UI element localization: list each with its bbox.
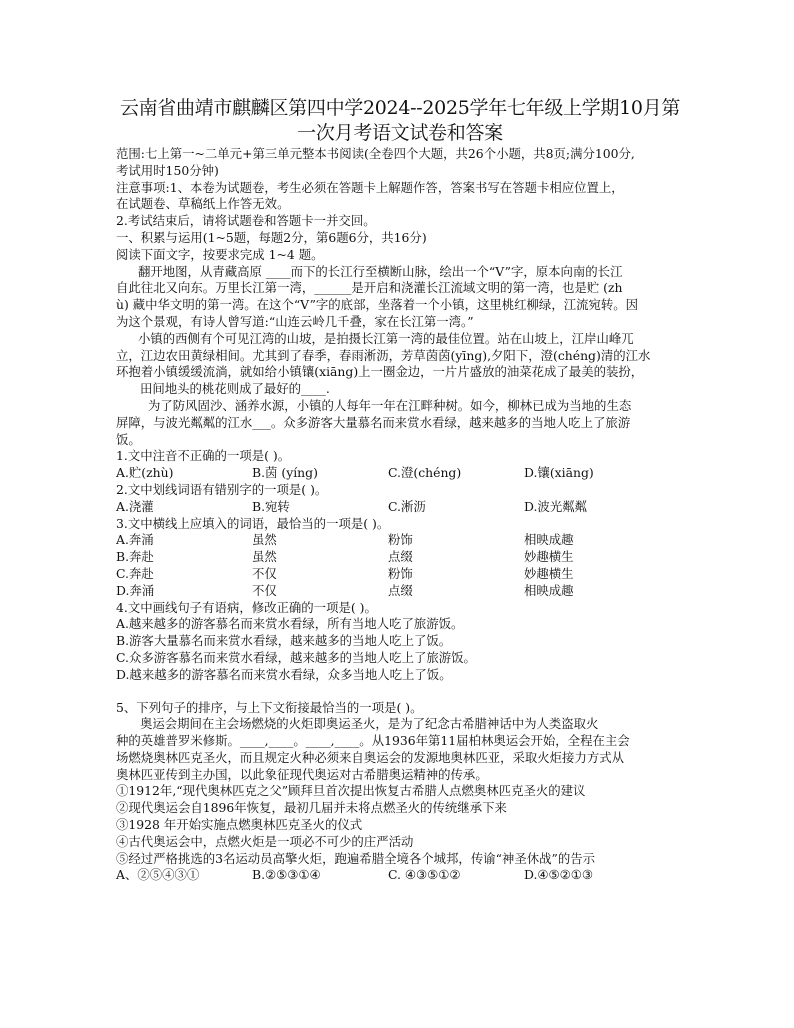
option-cell: 虽然 xyxy=(252,532,277,548)
option-row-c[interactable] xyxy=(116,566,684,583)
passage-line: 环抱着小镇缓缓流淌，就如给小镇镶(xiāng)上一圈金边，一片片盛放的油菜花成了最美的装扮， xyxy=(116,364,644,380)
sentence-item-4: ④古代奥运会中，点燃火炬是一项必不可少的庄严活动 xyxy=(116,833,414,849)
passage-line: 为了防风固沙、涵养水源，小镇的人每年一年在江畔种树。如今，柳林已成为当地的生态 xyxy=(148,397,632,413)
option-cell: 虽然 xyxy=(252,549,277,565)
option-cell: 粉饰 xyxy=(388,565,413,581)
exam-body xyxy=(116,146,684,884)
question-3 xyxy=(116,516,684,600)
exam-page xyxy=(116,96,684,884)
spacer xyxy=(116,684,684,700)
option-row-a[interactable] xyxy=(116,532,684,549)
question-4 xyxy=(116,600,684,684)
question-stem: 5、下列句子的排序，与上下文衔接最恰当的一项是( )。 xyxy=(116,699,423,715)
option-b[interactable]: B.②⑤③①④ xyxy=(252,867,321,883)
option-a[interactable]: A.贮(zhù) xyxy=(116,465,174,481)
passage-line: 奥运会期间在主会场燃烧的火炬即奥运圣火，是为了纪念古希腊神话中为人类盗取火 xyxy=(140,716,599,732)
passage-line: 自此往北又向东。万里长江第一湾，______是开启和浇灌长江流域文明的第一湾，也是贮 (zh xyxy=(116,280,623,296)
section-heading: 一、积累与运用(1~5题，每题2分，第6题6分，共16分) xyxy=(116,229,427,245)
passage-line: 奥林匹亚传到主办国，以此象征现代奥运对古希腊奥运精神的传承。 xyxy=(116,766,488,782)
question-5 xyxy=(116,700,684,885)
passage-line: 小镇的西侧有个可见江湾的山坡，是拍摄长江第一湾的最佳位置。站在山坡上，江岸山峰兀 xyxy=(138,330,634,346)
option-cell: 点缀 xyxy=(388,582,413,598)
question-stem: 4.文中画线句子有语病，修改正确的一项是( )。 xyxy=(116,599,377,615)
option-b[interactable]: B.茵 (yíng) xyxy=(252,465,318,481)
question-stem: 2.文中划线词语有错别字的一项是( )。 xyxy=(116,481,328,497)
option-b[interactable]: B.游客大量慕名而来赏水看绿，越来越多的当地人吃上了饭。 xyxy=(116,633,452,649)
title-line-1: 云南省曲靖市麒麟区第四中学2024--2025学年七年级上学期10月第 xyxy=(119,97,681,119)
question-1 xyxy=(116,448,684,482)
scope-line-1: 范围:七上第一~二单元+第三单元整本书阅读(全卷四个大题，共26个小题，共8页;满分100分, xyxy=(116,146,635,161)
sentence-item-3: ③1928 年开始实施点燃奥林匹克圣火的仪式 xyxy=(116,817,363,833)
option-cell: 粉饰 xyxy=(388,532,413,548)
option-row-d[interactable] xyxy=(116,583,684,600)
option-cell: 相映成趣 xyxy=(524,582,574,598)
option-d[interactable]: D.越来越多的游客慕名而来赏水看绿，众多当地人吃上了饭。 xyxy=(116,666,452,682)
option-d[interactable]: D.镶(xiāng) xyxy=(524,465,594,481)
passage-line: 场燃烧奥林匹克圣火，而且规定火种必须来自奥运会的发源地奥林匹亚，采取火炬接力方式从 xyxy=(116,749,625,765)
option-row xyxy=(116,465,684,482)
option-c[interactable]: C.淅沥 xyxy=(388,498,426,514)
passage-line: 屏障，与波光粼粼的江水___。众多游客大量慕名而来赏水看绿，越来越多的当地人吃上了旅游 xyxy=(116,414,631,430)
option-a[interactable]: A.越来越多的游客慕名而来赏水看绿，所有当地人吃了旅游饭。 xyxy=(116,616,464,632)
notice-line-1: 注意事项:1、本卷为试题卷，考生必须在答题卡上解题作答，答案书写在答题卡相应位置上， xyxy=(116,179,624,195)
option-cell: 不仅 xyxy=(252,565,277,581)
passage-line: 种的英雄普罗米修斯。____,____。____,____。从1936年第11届柏林奥运会开始，全程在主会 xyxy=(116,733,630,749)
passage-line: 为这个景观，有诗人曾写道:“山连云岭几千叠，家在长江第一湾。” xyxy=(116,313,474,329)
passage-line: ù) 藏中华文明的第一湾。在这个“V”字的底部，坐落着一个小镇，这里桃红柳绿，江流宛转。因 xyxy=(116,297,639,313)
passage-line: 田间地头的桃花则成了最好的____. xyxy=(140,381,330,397)
question-2 xyxy=(116,482,684,516)
option-cell: A.奔涌 xyxy=(116,532,154,548)
sentence-item-2: ②现代奥运会自1896年恢复，最初几届并未将点燃圣火的传统继承下来 xyxy=(116,800,507,816)
notice-line-3: 2.考试结束后，请将试题卷和答题卡一并交回。 xyxy=(116,213,376,229)
passage-line: 立，江边农田黄绿相间。尤其到了春季，春雨淅沥，芳草茵茵(yīng),夕阳下，澄(chéng)清的江水 xyxy=(116,347,651,363)
option-c[interactable]: C.众多游客慕名而来赏水看绿，越来越多的当地人吃上了旅游饭。 xyxy=(116,649,476,665)
page-title xyxy=(116,96,684,146)
option-a[interactable]: A、②⑤④③① xyxy=(116,867,200,883)
option-row-b[interactable] xyxy=(116,549,684,566)
option-cell: 点缀 xyxy=(388,549,413,565)
option-cell: C.奔赴 xyxy=(116,565,154,581)
reading-passage xyxy=(116,264,684,449)
question-stem: 1.文中注音不正确的一项是( )。 xyxy=(116,448,291,464)
notice-line-2: 在试题卷、草稿纸上作答无效。 xyxy=(116,196,290,212)
option-c[interactable]: C.澄(chéng) xyxy=(388,465,462,481)
passage-line: 饭。 xyxy=(116,431,141,447)
option-a[interactable]: A.浇灌 xyxy=(116,498,154,514)
option-cell: B.奔赴 xyxy=(116,549,154,565)
option-cell: D.奔涌 xyxy=(116,582,155,598)
sentence-item-1: ①1912年,“现代奥林匹克之父”顾拜旦首次提出恢复古希腊人点燃奥林匹克圣火的建议 xyxy=(116,783,586,799)
option-c[interactable]: C. ④③⑤①② xyxy=(388,867,461,883)
sentence-item-5: ⑤经过严格挑选的3名运动员高擎火炬，跑遍希腊全境各个城邦，传谕“神圣休战”的告示 xyxy=(116,850,596,866)
scope-line-2: 考试用时150分钟) xyxy=(116,162,219,178)
option-d[interactable]: D.波光粼粼 xyxy=(524,498,587,514)
option-b[interactable]: B.宛转 xyxy=(252,498,290,514)
option-d[interactable]: D.④⑤②①③ xyxy=(524,867,593,883)
option-row xyxy=(116,867,684,884)
option-cell: 妙趣横生 xyxy=(524,549,574,565)
option-cell: 相映成趣 xyxy=(524,532,574,548)
passage-line: 翻开地图，从青藏高原 ____而下的长江行至横断山脉，绘出一个“V”字，原本向南的长江 xyxy=(138,263,623,279)
option-row xyxy=(116,499,684,516)
title-line-2: 一次月考语文试卷和答案 xyxy=(297,122,503,144)
section-instruction: 阅读下面文字，按要求完成 1~4 题。 xyxy=(116,246,324,262)
option-cell: 不仅 xyxy=(252,582,277,598)
question-stem: 3.文中横线上应填入的词语，最恰当的一项是( )。 xyxy=(116,515,390,531)
option-cell: 妙趣横生 xyxy=(524,565,574,581)
